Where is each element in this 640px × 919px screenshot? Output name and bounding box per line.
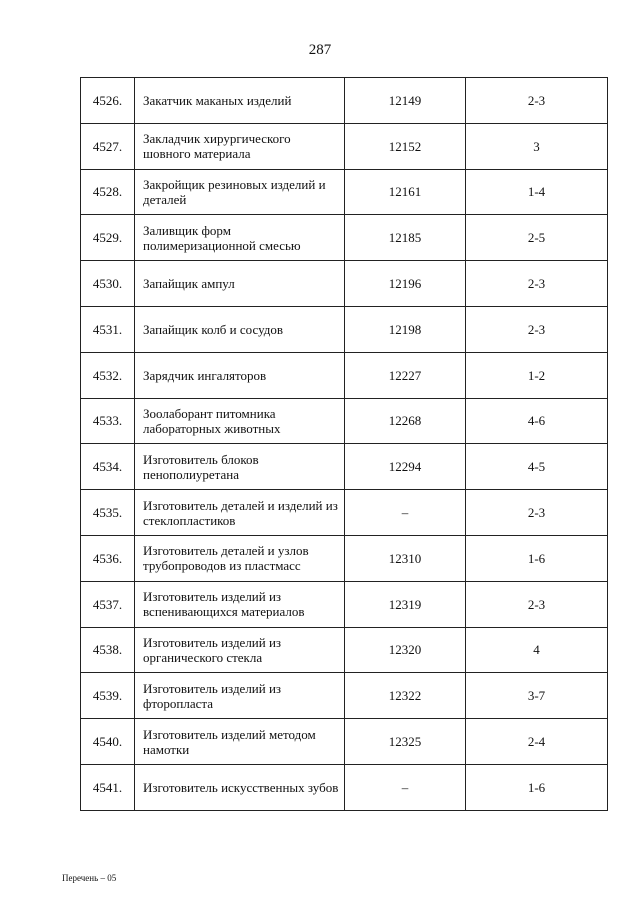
grade-range: 2-3 (466, 261, 608, 306)
profession-code: – (345, 490, 466, 535)
profession-name: Изготовитель блоков пенополиуретана (135, 444, 345, 489)
table-row (81, 353, 608, 399)
profession-name: Изготовитель искусственных зубов (135, 765, 345, 810)
table-row (81, 536, 608, 582)
row-number: 4528. (81, 170, 135, 215)
grade-range: 4 (466, 628, 608, 673)
profession-name: Зарядчик ингаляторов (135, 353, 345, 398)
grade-range: 4-6 (466, 399, 608, 444)
profession-name: Изготовитель изделий методом намотки (135, 719, 345, 764)
row-number: 4526. (81, 78, 135, 123)
profession-code: 12320 (345, 628, 466, 673)
document-footer: Перечень – 05 (62, 873, 117, 883)
profession-name: Заливщик форм полимеризационной смесью (135, 215, 345, 260)
table-row (81, 444, 608, 490)
profession-name: Изготовитель деталей и изделий из стеклопластиков (135, 490, 345, 535)
profession-name: Изготовитель изделий из фторопласта (135, 673, 345, 718)
grade-range: 1-6 (466, 765, 608, 810)
profession-code: 12161 (345, 170, 466, 215)
profession-name: Изготовитель изделий из органического стекла (135, 628, 345, 673)
grade-range: 1-4 (466, 170, 608, 215)
table-row (81, 582, 608, 628)
table-row (81, 673, 608, 719)
profession-code: 12196 (345, 261, 466, 306)
table-row (81, 170, 608, 216)
grade-range: 2-5 (466, 215, 608, 260)
table-row (81, 307, 608, 353)
profession-name: Закладчик хирургического шовного материала (135, 124, 345, 169)
grade-range: 2-3 (466, 582, 608, 627)
row-number: 4541. (81, 765, 135, 810)
grade-range: 1-6 (466, 536, 608, 581)
row-number: 4537. (81, 582, 135, 627)
row-number: 4539. (81, 673, 135, 718)
row-number: 4533. (81, 399, 135, 444)
profession-name: Зоолаборант питомника лабораторных животных (135, 399, 345, 444)
grade-range: 2-3 (466, 78, 608, 123)
table-row (81, 78, 608, 124)
table-row (81, 261, 608, 307)
professions-table (80, 77, 608, 811)
grade-range: 2-4 (466, 719, 608, 764)
profession-code: 12152 (345, 124, 466, 169)
profession-name: Закройщик резиновых изделий и деталей (135, 170, 345, 215)
grade-range: 2-3 (466, 490, 608, 535)
table-row (81, 399, 608, 445)
row-number: 4538. (81, 628, 135, 673)
table-row (81, 628, 608, 674)
profession-code: 12185 (345, 215, 466, 260)
row-number: 4529. (81, 215, 135, 260)
profession-code: 12294 (345, 444, 466, 489)
row-number: 4535. (81, 490, 135, 535)
row-number: 4536. (81, 536, 135, 581)
row-number: 4527. (81, 124, 135, 169)
page-number: 287 (308, 42, 332, 58)
profession-code: 12310 (345, 536, 466, 581)
profession-name: Изготовитель деталей и узлов трубопроводов из пластмасс (135, 536, 345, 581)
grade-range: 1-2 (466, 353, 608, 398)
profession-code: 12268 (345, 399, 466, 444)
profession-code: 12198 (345, 307, 466, 352)
profession-code: 12325 (345, 719, 466, 764)
profession-code: 12319 (345, 582, 466, 627)
profession-code: – (345, 765, 466, 810)
table-row (81, 124, 608, 170)
table-row (81, 765, 608, 811)
row-number: 4530. (81, 261, 135, 306)
table-row (81, 719, 608, 765)
profession-code: 12149 (345, 78, 466, 123)
grade-range: 4-5 (466, 444, 608, 489)
profession-code: 12227 (345, 353, 466, 398)
profession-code: 12322 (345, 673, 466, 718)
table-row (81, 215, 608, 261)
row-number: 4531. (81, 307, 135, 352)
profession-name: Запайщик колб и сосудов (135, 307, 345, 352)
profession-name: Закатчик маканых изделий (135, 78, 345, 123)
profession-name: Запайщик ампул (135, 261, 345, 306)
grade-range: 3-7 (466, 673, 608, 718)
grade-range: 3 (466, 124, 608, 169)
row-number: 4534. (81, 444, 135, 489)
grade-range: 2-3 (466, 307, 608, 352)
profession-name: Изготовитель изделий из вспенивающихся материалов (135, 582, 345, 627)
table-row (81, 490, 608, 536)
row-number: 4540. (81, 719, 135, 764)
row-number: 4532. (81, 353, 135, 398)
